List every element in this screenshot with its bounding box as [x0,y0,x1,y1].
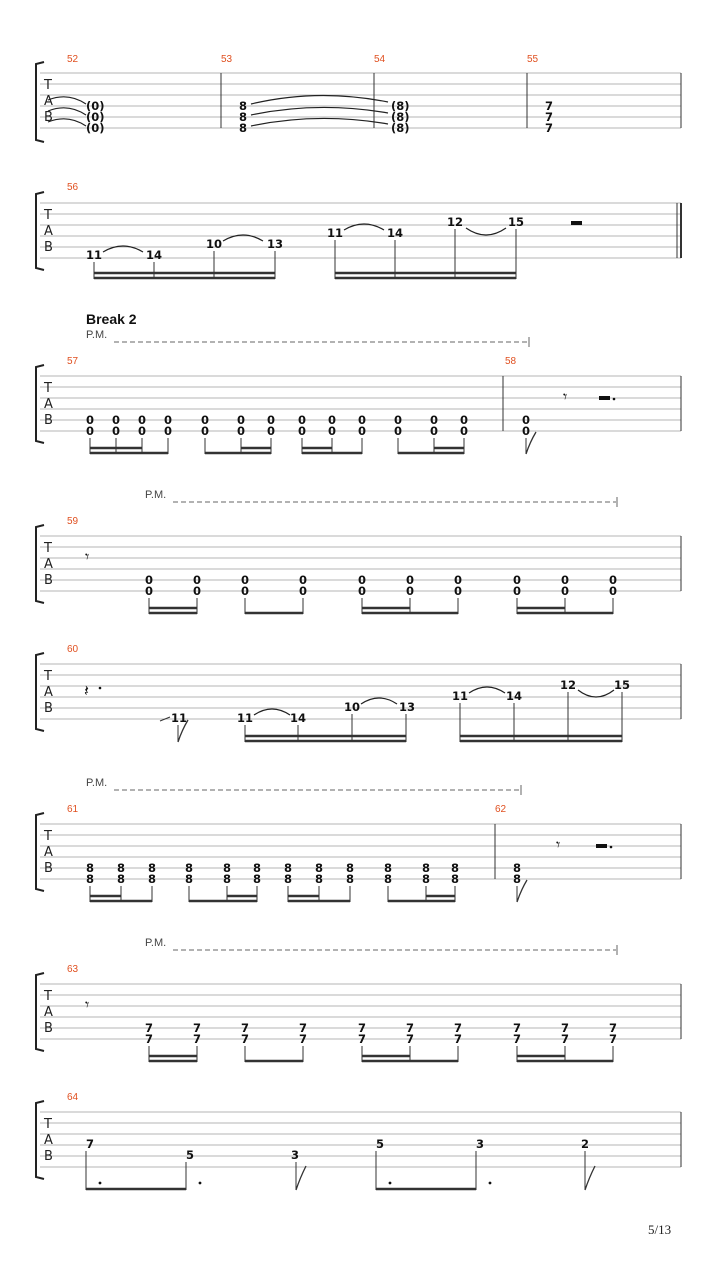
fret-number: 0 [406,573,415,587]
measure-number: 54 [374,54,386,65]
fret-number: 0 [138,424,147,438]
fret-number: 0 [298,424,307,438]
measure-number: 58 [505,356,517,367]
fret-number: 0 [328,424,337,438]
fret-number: 0 [430,413,439,427]
fret-number: 7 [145,1021,154,1035]
fret-number: 8 [513,872,522,886]
fret-number: 8 [346,861,355,875]
tab-letter-b: B [44,1021,53,1036]
fret-number: 7 [193,1021,202,1035]
fret-number: 8 [451,861,460,875]
fret-number: 8 [384,872,393,886]
fret-number: 8 [315,861,324,875]
fret-number: 7 [86,1137,95,1151]
tab-letter-t: T [44,989,52,1004]
fret-number: 7 [513,1021,522,1035]
fret-number: 8 [253,861,262,875]
fret-number: 0 [193,573,202,587]
fret-number: 11 [237,711,254,725]
fret-number: 5 [186,1148,195,1162]
fret-number: 8 [239,99,248,113]
staff-lines [40,203,681,258]
tab-letter-b: B [44,701,53,716]
fret-number: 11 [452,689,469,703]
tie [254,709,290,715]
fret-number: (0) [86,110,105,124]
fret-number: 8 [86,872,95,886]
fret-number: 0 [394,424,403,438]
fret-number: 8 [117,861,126,875]
tie [578,690,614,697]
fret-number: 0 [460,413,469,427]
tab-letter-t: T [44,78,52,93]
fret-number: 0 [267,413,276,427]
tie [48,97,86,104]
fret-number: 0 [193,584,202,598]
fret-number: 3 [291,1148,300,1162]
fret-number: 0 [430,424,439,438]
fret-number: 7 [299,1021,308,1035]
fret-number: 0 [86,424,95,438]
fret-number: 0 [298,413,307,427]
fret-number: 11 [171,711,188,725]
tie [361,698,397,704]
tab-letter-a: A [44,1133,53,1148]
fret-number: 8 [422,861,431,875]
section-label: Break 2 [86,311,137,327]
fret-number: 0 [609,584,618,598]
fret-number: 0 [201,413,210,427]
system-8 [36,1092,681,1190]
fret-number: 8 [86,861,95,875]
fret-number: 0 [609,573,618,587]
fret-number: 7 [299,1032,308,1046]
measure-number: 64 [67,1092,79,1103]
fret-number: (0) [86,121,105,135]
fret-number: 0 [164,424,173,438]
system-4 [36,489,681,614]
fret-number: 0 [358,424,367,438]
fret-number: 8 [422,872,431,886]
fret-number: 0 [112,413,121,427]
tab-letter-t: T [44,669,52,684]
fret-number: 0 [145,573,154,587]
fret-number: 14 [146,248,163,262]
measure-number: 52 [67,54,79,65]
fret-number: 0 [164,413,173,427]
fret-number: 7 [545,110,554,124]
fret-number: 7 [145,1032,154,1046]
tab-letter-a: A [44,845,53,860]
fret-number: 8 [315,872,324,886]
fret-number: 7 [609,1021,618,1035]
power-chords [145,1021,617,1062]
fret-number: 0 [358,584,367,598]
fret-number: 7 [545,99,554,113]
fret-number: 7 [193,1032,202,1046]
tie [251,118,388,126]
fret-number: 15 [614,678,631,692]
fret-number: 0 [513,584,522,598]
half-rest [596,844,607,848]
dot [99,687,102,690]
fret-number: 7 [454,1021,463,1035]
power-chords [86,413,468,454]
fret-number: 8 [223,861,232,875]
tab-letter-b: B [44,240,53,255]
staff-lines [40,664,681,719]
tab-letter-t: T [44,829,52,844]
dot [610,846,613,849]
half-rest [599,396,610,400]
fret-number: 0 [241,584,250,598]
fret-number: 5 [376,1137,385,1151]
measure-number: 63 [67,964,79,975]
measure-number: 60 [67,644,79,655]
tab-letter-b: B [44,110,53,125]
tab-letter-a: A [44,224,53,239]
fret-number: 7 [241,1032,250,1046]
fret-number: 7 [406,1032,415,1046]
fret-number: 0 [522,424,531,438]
fret-number: (8) [391,121,410,135]
palm-mute-label: P.M. [145,937,167,949]
fret-number: 8 [451,872,460,886]
fret-number: 0 [561,584,570,598]
fret-number: (0) [86,99,105,113]
fret-number: 8 [185,861,194,875]
fret-number: 0 [460,424,469,438]
fret-number: 7 [358,1021,367,1035]
tab-letter-t: T [44,208,52,223]
fret-number: 2 [581,1137,590,1151]
fret-number: 8 [253,872,262,886]
measure-number: 55 [527,54,539,65]
fret-number: 0 [358,413,367,427]
fret-number: 7 [609,1032,618,1046]
half-rest [571,221,582,225]
tab-letter-b: B [44,573,53,588]
fret-number: 7 [545,121,554,135]
fret-number: 7 [454,1032,463,1046]
staff-lines [40,824,681,879]
tab-letter-a: A [44,557,53,572]
fret-number: (8) [391,99,410,113]
fret-number: 7 [241,1021,250,1035]
fret-number: 0 [267,424,276,438]
fret-number: 8 [384,861,393,875]
fret-number: 0 [358,573,367,587]
fret-number: 8 [284,872,293,886]
system-5 [36,644,681,742]
fret-number: 15 [508,215,525,229]
fret-number: 8 [223,872,232,886]
fret-number: 12 [447,215,464,229]
system-7 [36,937,681,1062]
tab-letter-a: A [44,397,53,412]
fret-number: 0 [454,584,463,598]
eighth-rest: 𝄾 [563,387,568,406]
measure-number: 57 [67,356,79,367]
system-2 [36,182,681,279]
fret-number: 0 [299,573,308,587]
fret-number: 0 [513,573,522,587]
quarter-rest: 𝄽 [84,681,89,700]
eighth-rest: 𝄾 [85,995,90,1014]
fret-number: 7 [406,1021,415,1035]
tab-letter-t: T [44,541,52,556]
fret-number: 12 [560,678,577,692]
fret-number: 7 [513,1032,522,1046]
system-3 [36,311,681,454]
eighth-rest: 𝄾 [556,835,561,854]
fret-number: 11 [86,248,103,262]
fret-number: 0 [299,584,308,598]
tie [469,687,505,693]
fret-number: 8 [239,110,248,124]
fret-number: 10 [206,237,223,251]
fret-number: 8 [346,872,355,886]
fret-number: 8 [148,872,157,886]
fret-number: 8 [185,872,194,886]
system-1 [36,54,681,142]
fret-number: (8) [391,110,410,124]
fret-number: 7 [561,1032,570,1046]
fret-number: 0 [112,424,121,438]
fret-number: 0 [454,573,463,587]
tab-letter-b: B [44,413,53,428]
fret-number: 0 [406,584,415,598]
fret-number: 0 [237,424,246,438]
rhythm [86,1151,595,1190]
tab-letter-a: A [44,1005,53,1020]
system-6 [36,777,681,902]
tie [48,119,86,126]
fret-number: 0 [138,413,147,427]
tab-letter-t: T [44,1117,52,1132]
fret-number: 8 [117,872,126,886]
fret-number: 7 [358,1032,367,1046]
power-chords [145,573,617,614]
measure-number: 61 [67,804,79,815]
measure-number: 62 [495,804,507,815]
dot [613,398,616,401]
tab-letter-b: B [44,1149,53,1164]
tie [466,228,506,235]
palm-mute-label: P.M. [86,777,108,789]
fret-number: 14 [506,689,523,703]
fret-number: 8 [148,861,157,875]
fret-number: 11 [327,226,344,240]
tab-letter-a: A [44,685,53,700]
tie [251,95,388,104]
fret-number: 0 [86,413,95,427]
tab-letter-t: T [44,381,52,396]
fret-number: 14 [387,226,404,240]
palm-mute-label: P.M. [86,329,108,341]
fret-number: 8 [239,121,248,135]
fret-number: 14 [290,711,307,725]
power-chords [86,861,459,902]
fret-number: 13 [267,237,284,251]
fret-number: 8 [284,861,293,875]
fret-number: 3 [476,1137,485,1151]
fret-number: 0 [522,413,531,427]
fret-number: 0 [328,413,337,427]
fret-number: 0 [201,424,210,438]
fret-number: 13 [399,700,416,714]
page-number: 5/13 [648,1222,672,1237]
fret-number: 8 [513,861,522,875]
measure-number: 56 [67,182,79,193]
fret-number: 10 [344,700,361,714]
fret-number: 0 [237,413,246,427]
eighth-rest: 𝄾 [85,547,90,566]
fret-number: 7 [561,1021,570,1035]
tie [251,107,388,115]
tab-letter-b: B [44,861,53,876]
tie [48,108,86,115]
fret-number: 0 [145,584,154,598]
fret-number: 0 [394,413,403,427]
measure-number: 59 [67,516,79,527]
palm-mute-label: P.M. [145,489,167,501]
tab-letter-a: A [44,94,53,109]
fret-number: 0 [241,573,250,587]
fret-number: 0 [561,573,570,587]
system-bracket [36,62,44,142]
measure-number: 53 [221,54,233,65]
